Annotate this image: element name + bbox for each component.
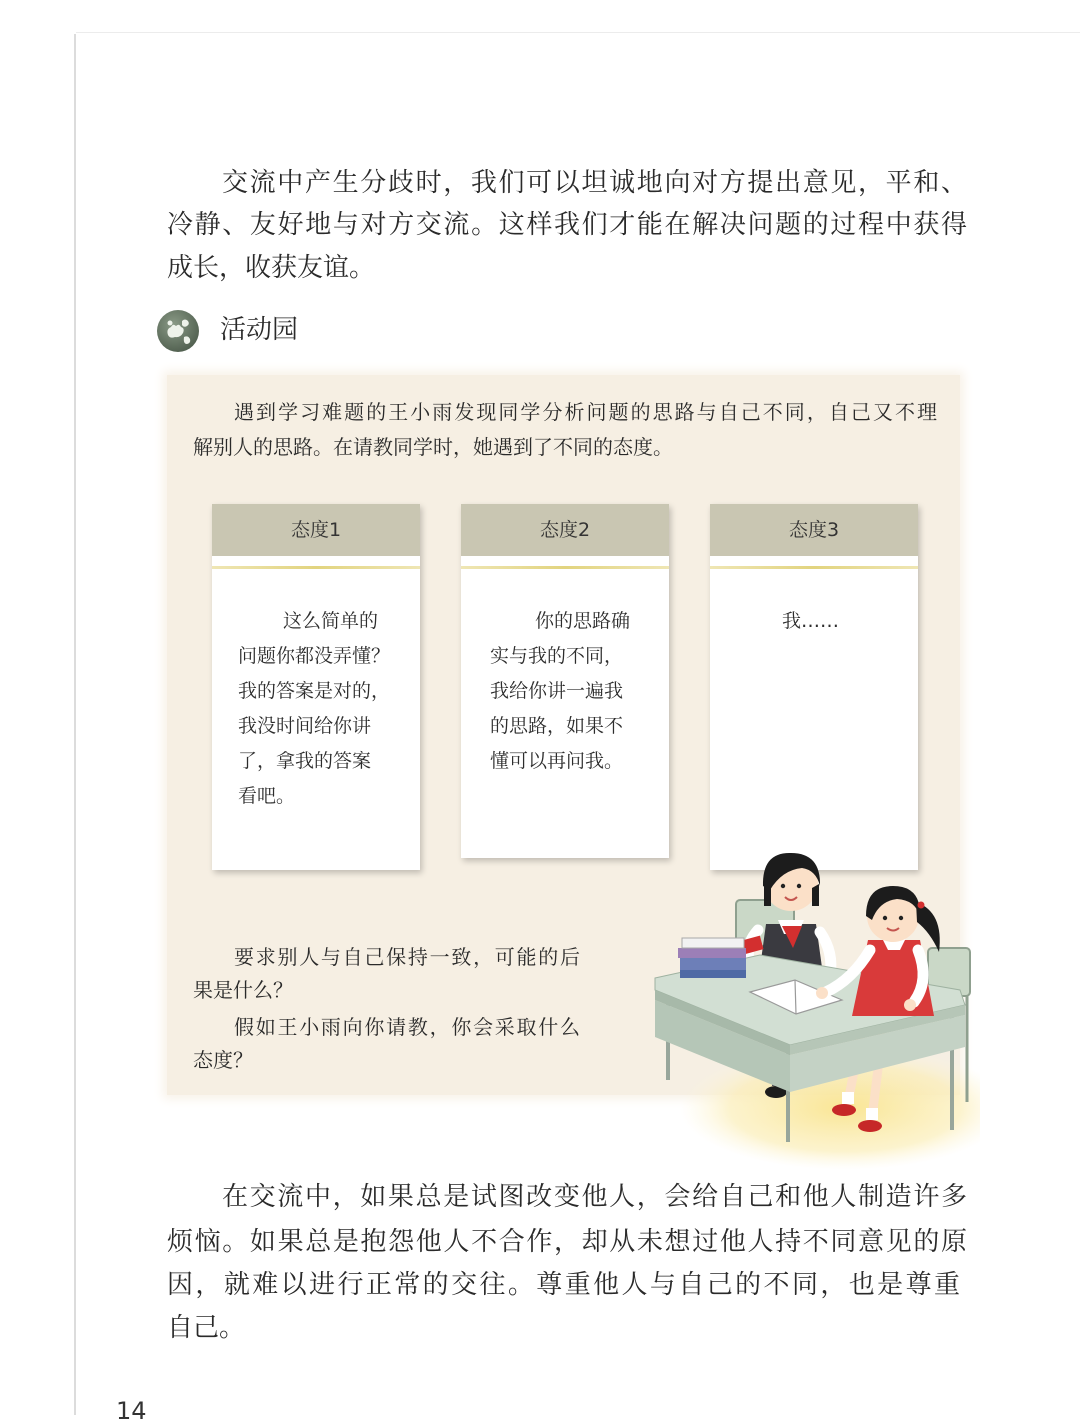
question-line-4: 态度？ xyxy=(193,1048,253,1072)
attitude-card-2 xyxy=(461,504,669,858)
page-number: 14 xyxy=(116,1397,147,1425)
question-line-2: 果是什么？ xyxy=(193,978,293,1002)
card-text-line: 我没时间给你讲 xyxy=(238,715,372,737)
page-top-edge xyxy=(76,32,1080,33)
closing-paragraph-line-4: 自己。 xyxy=(167,1313,246,1343)
section-title: 活动园 xyxy=(220,315,299,345)
attitude-card-text xyxy=(490,604,659,779)
question-line-3: 假如王小雨向你请教，你会采取什么 xyxy=(234,1015,580,1039)
students-at-desks-illustration xyxy=(630,840,980,1170)
card-text-line: 的思路，如果不 xyxy=(490,715,624,737)
card-text-line: 懂可以再问我。 xyxy=(490,750,624,772)
activity-intro-line-1: 遇到学习难题的王小雨发现同学分析问题的思路与自己不同，自己又不理 xyxy=(234,400,937,424)
card-text-line: 看吧。 xyxy=(238,785,296,807)
intro-paragraph-line-1: 交流中产生分歧时，我们可以坦诚地向对方提出意见，平和、 xyxy=(222,168,967,198)
attitude-card-title: 态度3 xyxy=(710,504,918,556)
page-spine-line xyxy=(74,34,76,1415)
book-stack xyxy=(678,938,746,978)
intro-paragraph-line-3: 成长，收获友谊。 xyxy=(167,253,376,283)
activity-intro-line-2: 解别人的思路。在请教同学时，她遇到了不同的态度。 xyxy=(193,435,673,459)
card-text-line: 这么简单的 xyxy=(283,610,379,632)
attitude-card-text xyxy=(737,604,908,639)
card-text-line: 你的思路确 xyxy=(535,610,631,632)
attitude-card-title: 态度1 xyxy=(212,504,420,556)
card-text-line: 问题你都没弄懂？ xyxy=(238,645,391,667)
attitude-card-text xyxy=(238,604,410,814)
question-line-1: 要求别人与自己保持一致，可能的后 xyxy=(234,945,580,969)
card-accent-line xyxy=(212,566,420,569)
card-text-line: 我的答案是对的， xyxy=(238,680,391,702)
activity-garden-icon xyxy=(156,309,200,353)
intro-paragraph-line-2: 冷静、友好地与对方交流。这样我们才能在解决问题的过程中获得 xyxy=(167,210,967,240)
card-accent-line xyxy=(710,566,918,569)
card-text-line: 我给你讲一遍我 xyxy=(490,680,624,702)
card-text-line: 了，拿我的答案 xyxy=(238,750,372,772)
attitude-card-title: 态度2 xyxy=(461,504,669,556)
card-accent-line xyxy=(461,566,669,569)
closing-paragraph-line-1: 在交流中，如果总是试图改变他人，会给自己和他人制造许多 xyxy=(222,1182,967,1212)
card-text-line: 实与我的不同， xyxy=(490,645,624,667)
attitude-card-3 xyxy=(710,504,918,870)
card-text-line: 我…… xyxy=(782,610,840,632)
attitude-card-1 xyxy=(212,504,420,870)
closing-paragraph-line-2: 烦恼。如果总是抱怨他人不合作，却从未想过他人持不同意见的原 xyxy=(167,1227,967,1257)
closing-paragraph-line-3: 因，就难以进行正常的交往。尊重他人与自己的不同，也是尊重 xyxy=(167,1270,960,1300)
